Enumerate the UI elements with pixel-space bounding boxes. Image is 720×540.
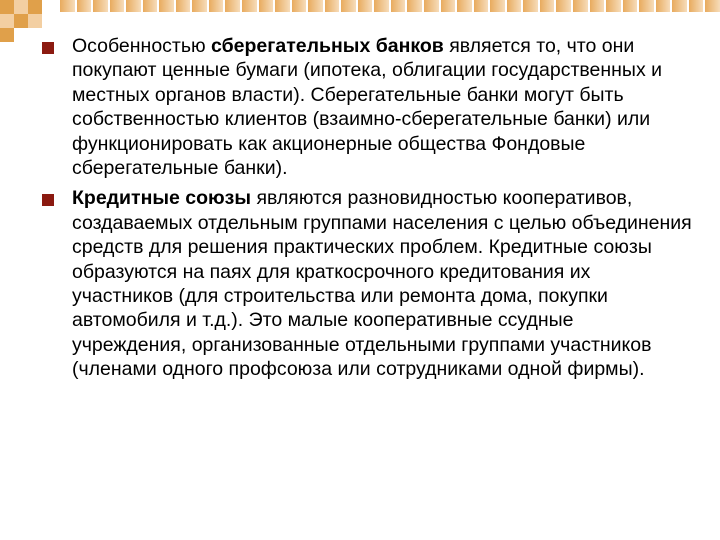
top-stripe-segment [358, 0, 373, 12]
top-stripe-segment [705, 0, 720, 12]
top-stripe-segment [176, 0, 191, 12]
corner-square [28, 0, 42, 14]
bullet-bold-term: сберегательных банков [211, 35, 444, 57]
top-stripe-segment [110, 0, 125, 12]
corner-square [14, 14, 28, 28]
corner-square [0, 0, 14, 14]
top-stripe-segment [159, 0, 174, 12]
top-stripe-segment [540, 0, 555, 12]
corner-square [0, 14, 14, 28]
top-stripe-segment [639, 0, 654, 12]
bullet-savings-banks [42, 34, 692, 180]
top-stripe-segment [374, 0, 389, 12]
top-stripe-segment [225, 0, 240, 12]
top-stripe-segment [143, 0, 158, 12]
top-stripe-segment [523, 0, 538, 12]
top-stripe-segment [341, 0, 356, 12]
top-stripe-segment [407, 0, 422, 12]
top-stripe-segment [424, 0, 439, 12]
bullet-credit-unions [42, 186, 692, 381]
top-stripe-segment [656, 0, 671, 12]
bullet-square-icon [42, 194, 54, 206]
top-stripe-segment [275, 0, 290, 12]
top-stripe [60, 0, 720, 12]
corner-square [28, 14, 42, 28]
top-stripe-segment [441, 0, 456, 12]
bullet-text-before: Особенностью [72, 35, 212, 57]
top-stripe-segment [308, 0, 323, 12]
top-stripe-segment [672, 0, 687, 12]
top-stripe-segment [623, 0, 638, 12]
slide-content [42, 34, 692, 388]
top-stripe-segment [391, 0, 406, 12]
top-stripe-segment [209, 0, 224, 12]
top-stripe-segment [507, 0, 522, 12]
bullet-square-icon [42, 42, 54, 54]
top-stripe-segment [77, 0, 92, 12]
top-stripe-segment [556, 0, 571, 12]
corner-square [14, 0, 28, 14]
top-stripe-segment [606, 0, 621, 12]
bullet-text-after: является то, что они покупают ценные бумаги (ипотека, облигации государственных и местных органов власти). Сберегательные банки могут быть собственностью клиентов (взаимно-сберегательные банки) или функционировать как акционерные общества Фондовые сберегательные банки). [72, 35, 663, 180]
top-stripe-segment [490, 0, 505, 12]
top-stripe-segment [292, 0, 307, 12]
top-stripe-segment [689, 0, 704, 12]
bullet-bold-term: Кредитные союзы [72, 187, 252, 210]
top-stripe-segment [457, 0, 472, 12]
corner-square [0, 28, 14, 42]
top-stripe-segment [93, 0, 108, 12]
top-stripe-segment [259, 0, 274, 12]
top-stripe-segment [192, 0, 207, 12]
top-stripe-segment [474, 0, 489, 12]
top-stripe-segment [573, 0, 588, 12]
top-stripe-segment [590, 0, 605, 12]
top-stripe-segment [242, 0, 257, 12]
bullet-text-after: являются разновидностью кооперативов, создаваемых отдельным группами населения с целью объединения средств для решения практических проблем. Кредитные союзы образуются на паях для краткосрочного кредитования их участников (для строительства или ремонта дома, покупки автомобиля и т.д.). Это малые кооперативные ссудные учреждения, организованные отдельными группами участников (членами одного профсоюза или сотрудниками одной фирмы). [72, 187, 692, 381]
top-stripe-segment [325, 0, 340, 12]
top-stripe-segment [60, 0, 75, 12]
top-stripe-segment [126, 0, 141, 12]
